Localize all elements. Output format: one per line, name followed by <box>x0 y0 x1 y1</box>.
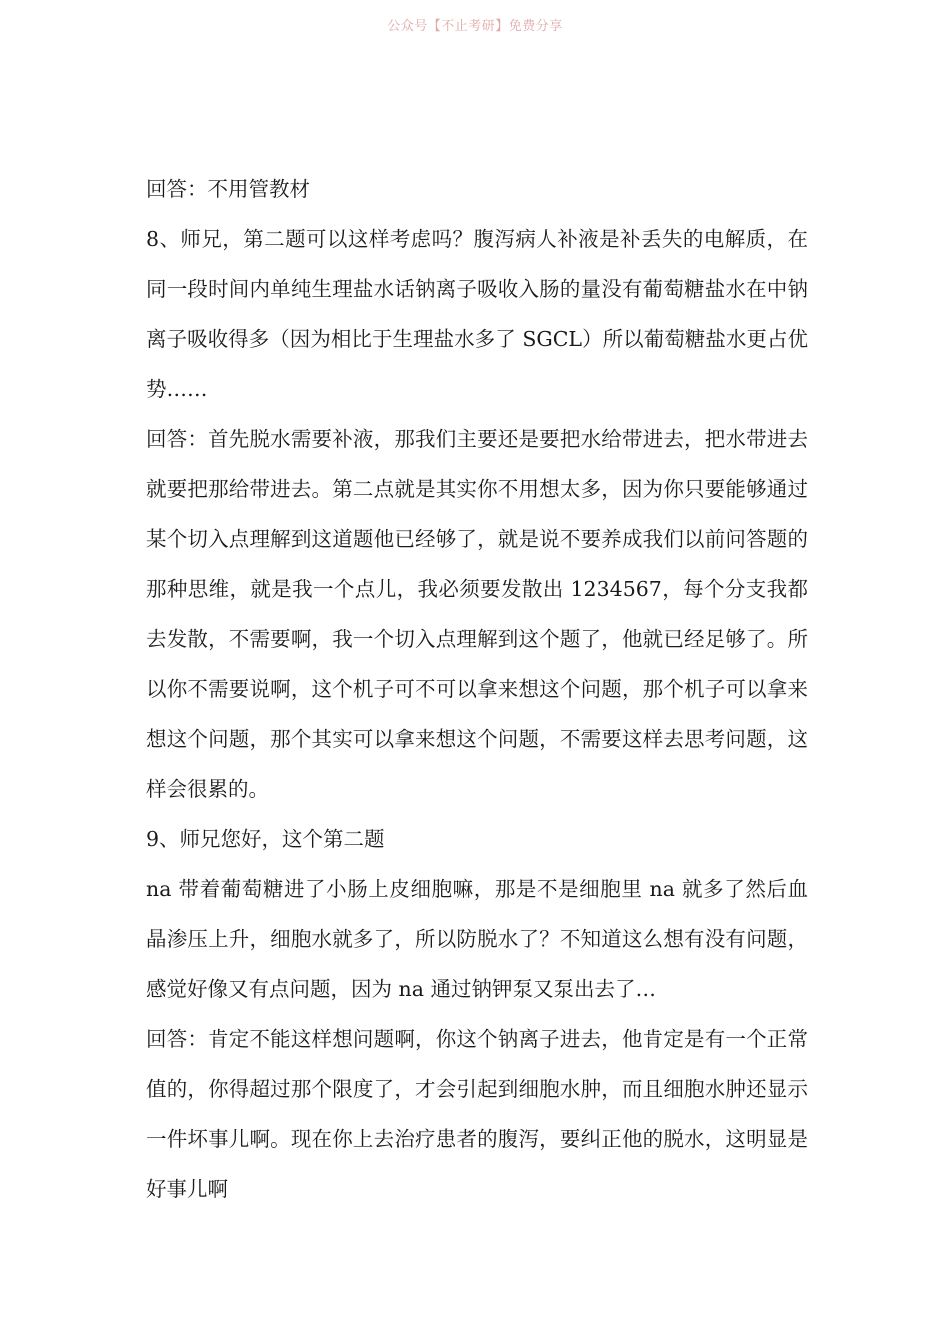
question-paragraph-8: 8、师兄，第二题可以这样考虑吗？腹泻病人补液是补丢失的电解质，在同一段时间内单纯生理盐水话钠离子吸收入肠的量没有葡萄糖盐水在中钠离子吸收得多（因为相比于生理盐水多了 SGCL）所以葡萄糖盐水更占优势…… <box>146 227 808 401</box>
answer-paragraph-3: 回答：肯定不能这样想问题啊，你这个钠离子进去，他肯定是有一个正常值的，你得超过那个限度了，才会引起到细胞水肿，而且细胞水肿还显示一件坏事儿啊。现在你上去治疗患者的腹泻，要纠正他的脱水，这明显是好事儿啊 <box>146 1027 808 1201</box>
question-paragraph-9-title: 9、师兄您好，这个第二题 <box>146 827 385 851</box>
watermark-text: 公众号【不止考研】免费分享 <box>387 19 563 34</box>
answer-paragraph-2: 回答：首先脱水需要补液，那我们主要还是要把水给带进去，把水带进去就要把那给带进去。第二点就是其实你不用想太多，因为你只要能够通过某个切入点理解到这道题他已经够了，就是说不要养成我们以前问答题的那种思维，就是我一个点儿，我必须要发散出 1234567，每个分支我都去发散，不需要啊，我一个切入点理解到这个题了，他就已经足够了。所以你不需要说啊，这个机子可不可以拿来想这个问题，那个机子可以拿来想这个问题，那个其实可以拿来想这个问题，不需要这样去思考问题，这样会很累的。 <box>146 427 808 801</box>
answer-paragraph-1: 回答：不用管教材 <box>146 177 310 201</box>
question-paragraph-9-body: na 带着葡萄糖进了小肠上皮细胞嘛，那是不是细胞里 na 就多了然后血晶渗压上升，细胞水就多了，所以防脱水了？不知道这么想有没有问题，感觉好像又有点问题，因为 na 通过钠钾泵又泵出去了… <box>146 877 808 1001</box>
document-body <box>146 164 808 1214</box>
